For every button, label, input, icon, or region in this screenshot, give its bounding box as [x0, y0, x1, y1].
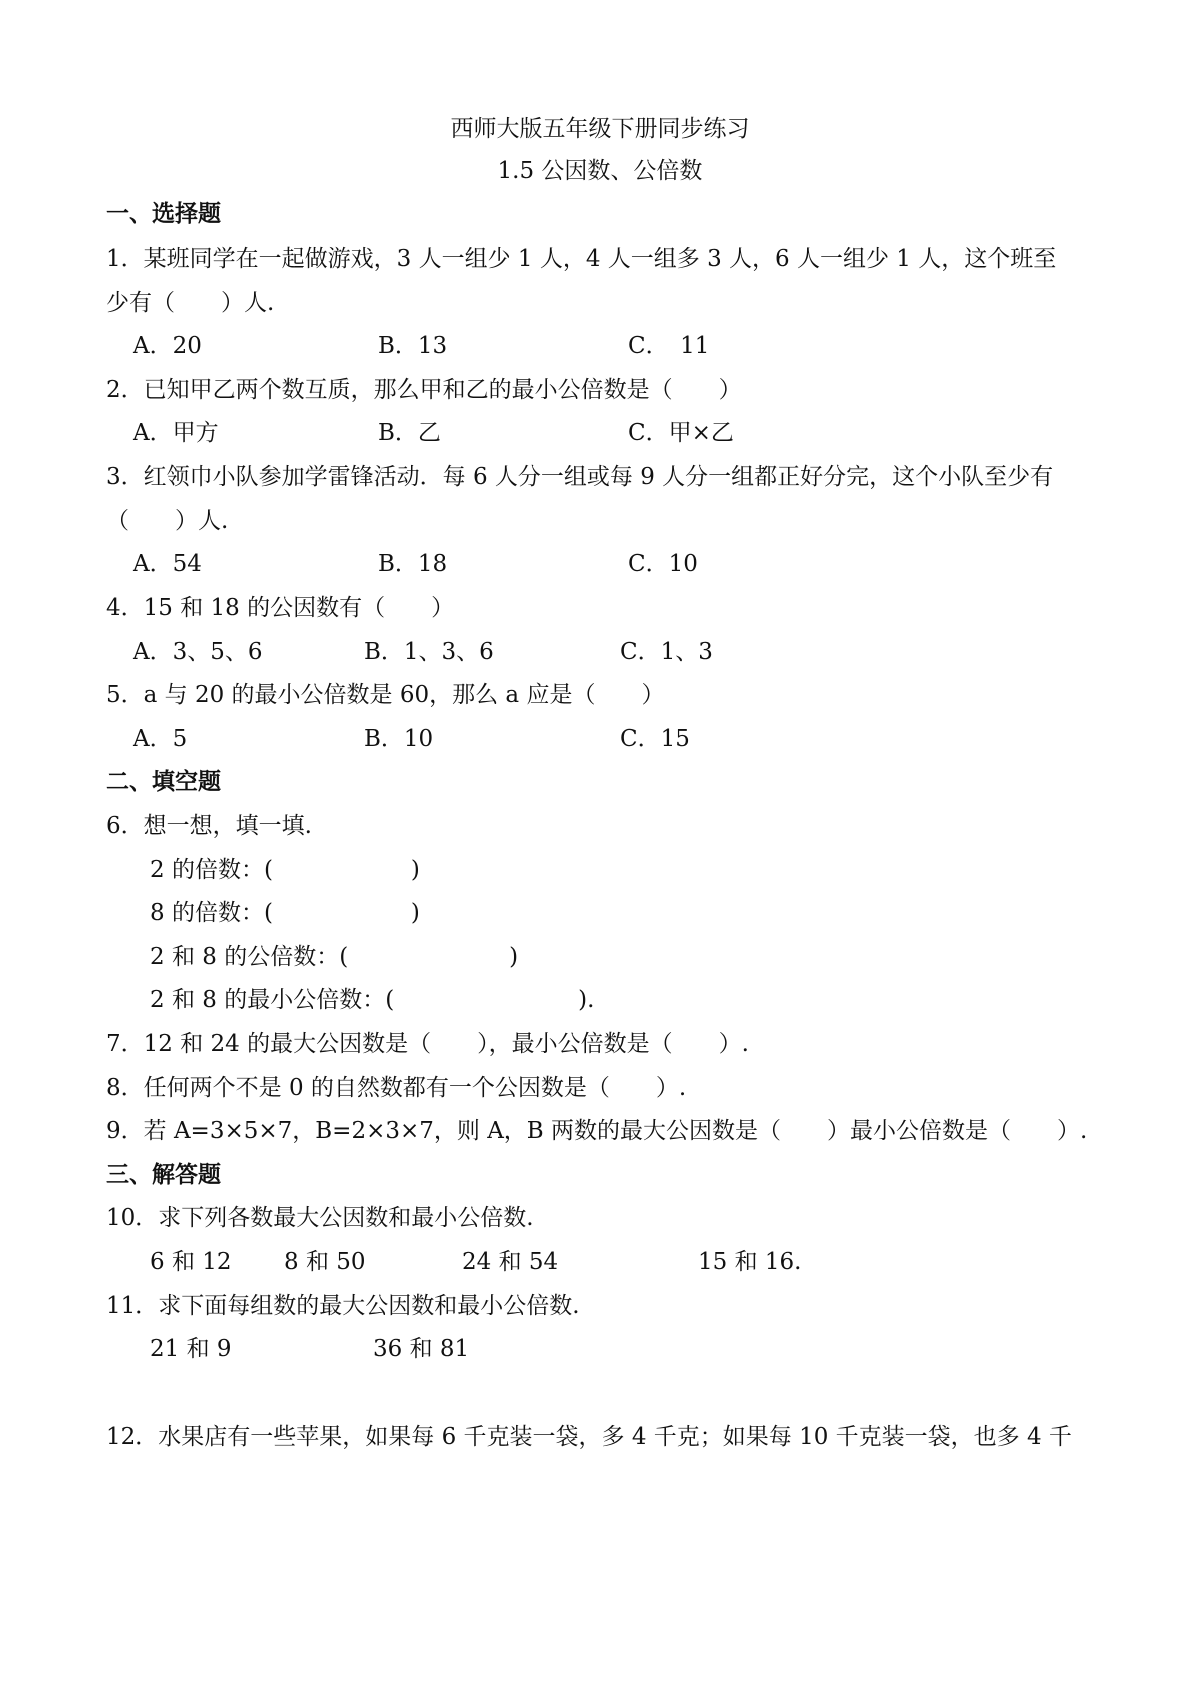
- question-1-line-1: 1．某班同学在一起做游戏，3 人一组少 1 人，4 人一组多 3 人，6 人一组少 1 人，这个班至: [106, 246, 1057, 272]
- question-1-option-a: A．20: [133, 333, 202, 359]
- question-5-option-c: C．15: [620, 726, 690, 752]
- question-3-option-c: C．10: [628, 551, 698, 577]
- question-9: 9．若 A=3×5×7，B=2×3×7，则 A，B 两数的最大公因数是（ ）最小公倍数是（ ）.: [106, 1118, 1088, 1144]
- question-11-item-1: 21 和 9: [150, 1336, 232, 1362]
- question-10-line-1: 10．求下列各数最大公因数和最小公倍数.: [106, 1205, 534, 1231]
- question-11-item-2: 36 和 81: [373, 1336, 470, 1362]
- page-subtitle: 1.5 公因数、公倍数: [497, 158, 703, 184]
- question-2-option-b: B．乙: [378, 420, 441, 446]
- question-1-option-b: B．13: [378, 333, 448, 359]
- question-4-line-1: 4．15 和 18 的公因数有（ ）: [106, 595, 455, 621]
- question-10-item-1: 6 和 12: [150, 1249, 232, 1275]
- question-10-item-2: 8 和 50: [284, 1249, 366, 1275]
- question-10-item-4: 15 和 16.: [698, 1249, 802, 1275]
- question-10-item-3: 24 和 54: [462, 1249, 559, 1275]
- question-6-line-1: 6．想一想，填一填.: [106, 813, 312, 839]
- question-2-option-a: A．甲方: [133, 420, 219, 446]
- question-1-line-2: 少有（ ）人.: [106, 290, 275, 316]
- question-4-option-a: A．3、5、6: [133, 639, 263, 665]
- page-title: 西师大版五年级下册同步练习: [450, 116, 750, 142]
- question-4-option-c: C．1、3: [620, 639, 713, 665]
- question-3-option-a: A．54: [133, 551, 202, 577]
- question-6-sub-4: 2 和 8 的最小公倍数：( ).: [150, 987, 595, 1013]
- question-12-line-1: 12．水果店有一些苹果，如果每 6 千克装一袋，多 4 千克；如果每 10 千克装一袋，也多 4 千: [106, 1424, 1072, 1450]
- question-11-line-1: 11．求下面每组数的最大公因数和最小公倍数.: [106, 1293, 580, 1319]
- question-3-line-2: （ ）人.: [106, 508, 229, 534]
- section-heading-choice: 一、选择题: [106, 201, 221, 227]
- question-5-line-1: 5．a 与 20 的最小公倍数是 60，那么 a 应是（ ）: [106, 682, 665, 708]
- question-5-option-b: B．10: [364, 726, 434, 752]
- question-6-sub-1: 2 的倍数：( ): [150, 857, 420, 883]
- question-7: 7．12 和 24 的最大公因数是（ ），最小公倍数是（ ）.: [106, 1031, 749, 1057]
- question-1-option-c: C． 11: [628, 333, 710, 359]
- question-6-sub-3: 2 和 8 的公倍数：( ): [150, 944, 519, 970]
- question-3-line-1: 3．红领巾小队参加学雷锋活动．每 6 人分一组或每 9 人分一组都正好分完，这个小队至少有: [106, 464, 1054, 490]
- question-2-option-c: C．甲×乙: [628, 420, 734, 446]
- section-heading-fill: 二、填空题: [106, 769, 221, 795]
- question-6-sub-2: 8 的倍数：( ): [150, 900, 420, 926]
- question-4-option-b: B．1、3、6: [364, 639, 494, 665]
- question-2-line-1: 2．已知甲乙两个数互质，那么甲和乙的最小公倍数是（ ）: [106, 377, 742, 403]
- question-8: 8．任何两个不是 0 的自然数都有一个公因数是（ ）.: [106, 1075, 687, 1101]
- question-3-option-b: B．18: [378, 551, 448, 577]
- question-5-option-a: A．5: [133, 726, 188, 752]
- section-heading-answer: 三、解答题: [106, 1162, 221, 1188]
